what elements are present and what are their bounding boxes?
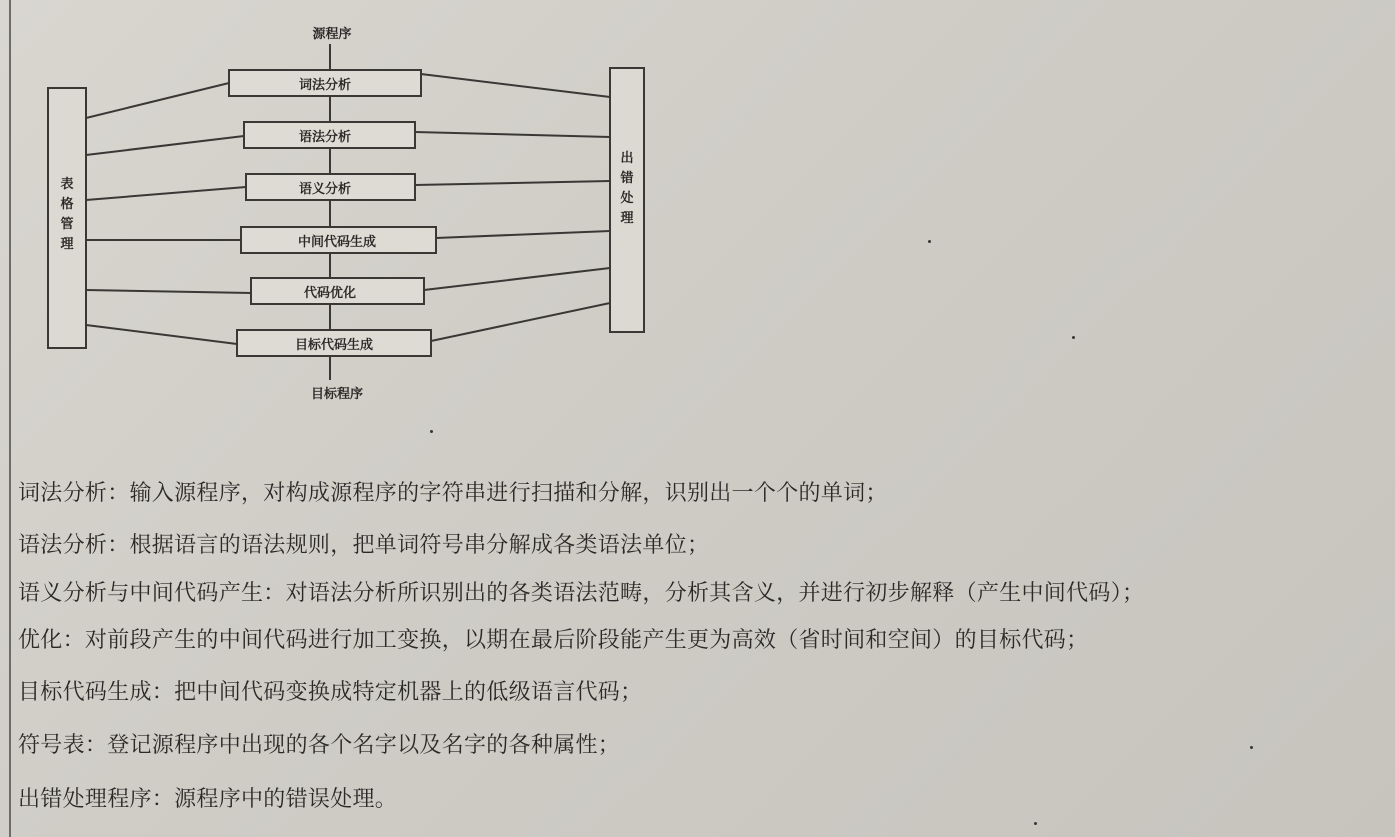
stage-label-intermediate: 中间代码生成 bbox=[297, 235, 377, 250]
right-conn-4 bbox=[436, 231, 610, 238]
left-conn-5 bbox=[86, 290, 251, 293]
right-conn-5 bbox=[424, 268, 610, 290]
right-conn-3 bbox=[415, 181, 610, 185]
table-management-char-4: 理 bbox=[60, 237, 74, 252]
left-conn-1 bbox=[86, 83, 229, 118]
stage-label-lexical: 词法分析 bbox=[298, 78, 352, 93]
stage-label-syntax: 语法分析 bbox=[298, 130, 352, 145]
left-conn-6 bbox=[86, 325, 237, 344]
target-program-label: 目标程序 bbox=[310, 387, 364, 402]
stage-label-optimization: 代码优化 bbox=[303, 286, 357, 301]
desc-target-codegen: 目标代码生成：把中间代码变换成特定机器上的低级语言代码； bbox=[18, 680, 643, 705]
left-conn-3 bbox=[86, 187, 246, 200]
table-management-char-1: 表 bbox=[60, 177, 74, 192]
paper-speck bbox=[928, 240, 931, 243]
paper-speck bbox=[1034, 822, 1037, 825]
table-management-char-2: 格 bbox=[60, 197, 74, 212]
desc-semantic-analysis: 语义分析与中间代码产生：对语法分析所识别出的各类语法范畴，分析其含义，并进行初步解释（产生中间代码）； bbox=[18, 581, 1145, 606]
right-conn-6 bbox=[431, 303, 610, 341]
right-conn-2 bbox=[415, 132, 610, 137]
error-handling-char-2: 错 bbox=[620, 171, 634, 186]
source-program-label: 源程序 bbox=[312, 27, 352, 42]
desc-symbol-table: 符号表：登记源程序中出现的各个名字以及名字的各种属性； bbox=[18, 733, 621, 758]
paper-speck bbox=[1072, 336, 1075, 339]
error-handling-char-1: 出 bbox=[620, 151, 634, 166]
error-handling-char-3: 处 bbox=[620, 191, 634, 206]
right-conn-1 bbox=[421, 74, 610, 97]
stage-label-codegen: 目标代码生成 bbox=[294, 338, 374, 353]
table-management-char-3: 管 bbox=[60, 217, 74, 232]
error-handling-char-4: 理 bbox=[620, 211, 634, 226]
paper-speck bbox=[430, 430, 433, 433]
compiler-structure-diagram bbox=[0, 0, 700, 420]
desc-error-handling: 出错处理程序：源程序中的错误处理。 bbox=[18, 787, 398, 812]
paper-speck bbox=[1250, 746, 1253, 749]
stage-label-semantic: 语义分析 bbox=[298, 182, 352, 197]
desc-syntax-analysis: 语法分析：根据语言的语法规则，把单词符号串分解成各类语法单位； bbox=[18, 533, 710, 558]
desc-lexical-analysis: 词法分析：输入源程序，对构成源程序的字符串进行扫描和分解，识别出一个个的单词； bbox=[18, 481, 888, 506]
left-conn-2 bbox=[86, 136, 244, 155]
desc-optimization: 优化：对前段产生的中间代码进行加工变换，以期在最后阶段能产生更为高效（省时间和空间）的目标代码； bbox=[18, 628, 1089, 653]
